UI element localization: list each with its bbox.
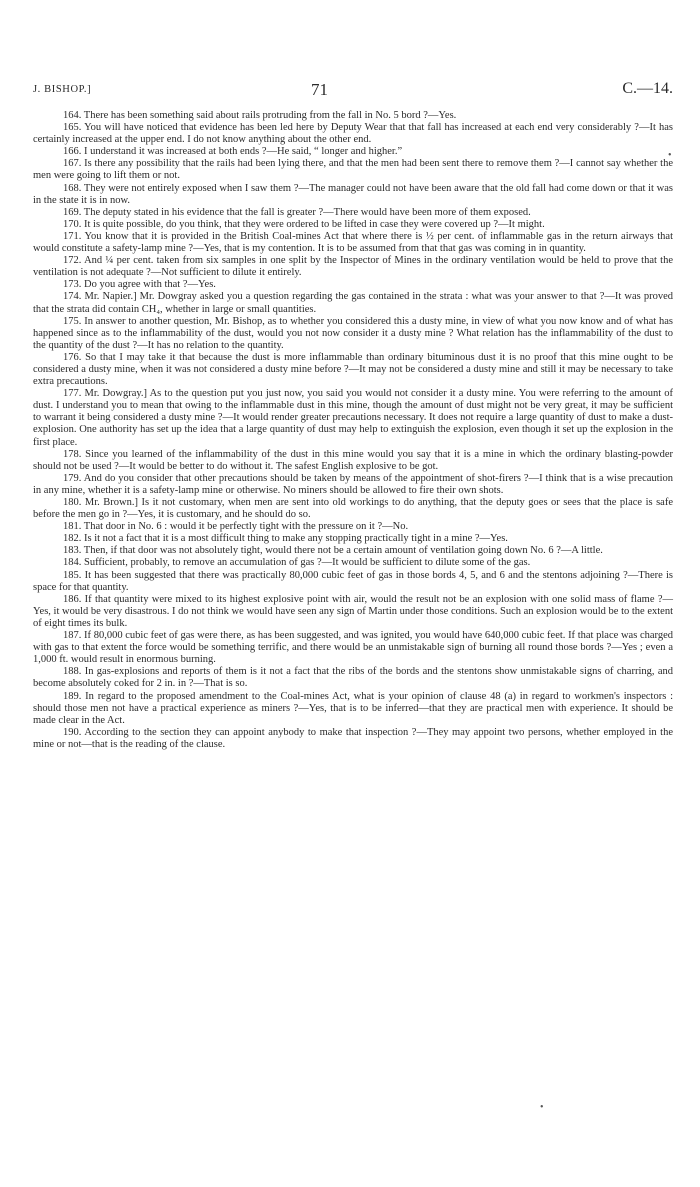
question-paragraph-184: 184. Sufficient, probably, to remove an accumulation of gas ?—It would be sufficient to dilute some of the gas.: [63, 557, 531, 569]
question-paragraph-188: 188. In gas-explosions and reports of them is it not a fact that the ribs of the bords and the stentons show unmistakable signs of charring, and become absolutely coked for 2 in. in ?—That is so.: [33, 666, 673, 690]
question-paragraph-187: 187. If 80,000 cubic feet of gas were there, as has been suggested, and was ignited, you would have 640,000 cubic feet. If that place was charged with gas to that extent the force would be something terrific, and there would be an unmistakable sign of burning all round those bords ?—Yes ; even a 1,000 ft. would result in enormous burning.: [33, 630, 673, 666]
question-paragraph-164: 164. There has been something said about rails protruding from the fall in No. 5 bord ?—Yes.: [63, 110, 457, 121]
question-paragraph-179: 179. And do you consider that other precautions should be taken by means of the appointment of shot-firers ?—I think that is a wise precaution in any mine, whether it is a safety-lamp mine or otherwise. No miners should be allowed to fire their own shots.: [33, 472, 673, 496]
testimony-body: [33, 110, 673, 751]
question-paragraph-167: 167. Is there any possibility that the rails had been lying there, and that the men had been sent there to remove them ?—I cannot say whether the men were going to lift them or not.: [33, 158, 673, 182]
question-paragraph-183: 183. Then, if that door was not absolutely tight, would there not be a certain amount of ventilation going down No. 6 ?—A little.: [63, 545, 603, 557]
question-paragraph-180: 180. Mr. Brown.] Is it not customary, when men are sent into old workings to do anything, that the deputy goes or sees that the place is safe before the men go in ?—Yes, it is customary, and he should do so.: [33, 497, 673, 521]
question-paragraph-165: 165. You will have noticed that evidence has been led here by Deputy Wear that that fall has increased at each end very considerably ?—It has certainly increased at the upper end. I do not know anything about the other end.: [33, 122, 673, 146]
question-paragraph-170: 170. It is quite possible, do you think, that they were ordered to be lifted in case they were covered up ?—It might.: [63, 218, 545, 230]
margin-mark: •: [668, 150, 672, 161]
question-paragraph-174: 174. Mr. Napier.] Mr. Dowgray asked you a question regarding the gas contained in the strata : what was your answer to that ?—It was proved that the strata did contain CH₄, whether in large or small quantities.: [33, 291, 673, 315]
question-paragraph-181: 181. That door in No. 6 : would it be perfectly tight with the pressure on it ?—No.: [63, 521, 409, 533]
witness-name: J. BISHOP.]: [33, 84, 92, 95]
question-paragraph-168: 168. They were not entirely exposed when I saw them ?—The manager could not have been aware that the old fall had come down or that it was in the state it is in now.: [33, 182, 673, 206]
question-paragraph-178: 178. Since you learned of the inflammability of the dust in this mine would you say that it is a mine in which the ordinary blasting-powder should not be used ?—It would be better to do without it. The safest English explosive to be got.: [33, 448, 673, 472]
question-paragraph-190: 190. According to the section they can appoint anybody to make that inspection ?—They may appoint two persons, whether employed in the mine or not—that is the reading of the clause.: [33, 726, 673, 750]
paper-reference: C.—14.: [622, 80, 673, 97]
question-paragraph-175: 175. In answer to another question, Mr. Bishop, as to whether you considered this a dusty mine, in view of what you now know and of what has happened since as to the inflammability of the dust, would you not now consider it a dusty mine ? What relation has the inflammability of the dust to the quantity of the dust ?—It has no relation to the quantity.: [33, 315, 673, 351]
page-number: 71: [311, 80, 328, 99]
margin-mark: •: [540, 1102, 544, 1113]
question-paragraph-177: 177. Mr. Dowgray.] As to the question put you just now, you said you would not consider it a dusty mine. You were referring to the amount of dust. I understand you to mean that owing to the inflammable dust in this mine, though the amount of dust might not be very great, it may be sufficient to warrant it being considered a dusty mine ?—It would render greater precautions necessary. It does not require a large quantity of dust to make a dust-explosion. One authority has set up the idea that a large quantity of dust may help to extinguish the explosion, even though it set up the explosion in the first place.: [33, 388, 673, 448]
question-paragraph-182: 182. Is it not a fact that it is a most difficult thing to make any stopping practically tight in a mine ?—Yes.: [63, 533, 508, 545]
page-header: [33, 80, 673, 104]
question-paragraph-176: 176. So that I may take it that because the dust is more inflammable than ordinary bituminous dust it is no proof that this mine ought to be considered a dusty mine, when it was not considered a dusty mine before ?—It may not be considered a dusty mine and still it may be necessary to take extra precautions.: [33, 351, 673, 388]
question-paragraph-189: 189. In regard to the proposed amendment to the Coal-mines Act, what is your opinion of clause 48 (a) in regard to workmen's inspectors : should those men not have a practical experience as miners ?—Yes, that is to be inferred—that they are practical men with experience. It should be made clear in the Act.: [33, 690, 673, 726]
question-paragraph-172: 172. And ¼ per cent. taken from six samples in one split by the Inspector of Mines in the ordinary ventilation would be held to prove that the ventilation is not adequate ?—Not sufficient to dilute it entirely.: [33, 255, 673, 279]
question-paragraph-171: 171. You know that it is provided in the British Coal-mines Act that where there is ½ per cent. of inflammable gas in the return airways that would constitute a safety-lamp mine ?—Yes, that is my contention. It is to be assumed from that that gas was coming in in quantity.: [33, 230, 673, 255]
question-paragraph-173: 173. Do you agree with that ?—Yes.: [63, 279, 216, 291]
question-paragraph-185: 185. It has been suggested that there was practically 80,000 cubic feet of gas in those bords 4, 5, and 6 and the stentons adjoining ?—There is space for that quantity.: [33, 569, 673, 593]
question-paragraph-186: 186. If that quantity were mixed to its highest explosive point with air, would the result not be an explosion with one solid mass of flame ?—Yes, it would be very disastrous. I do not think we would have seen any sign of Martin under those conditions. Such an explosion would be to the extent of eight times its bulk.: [33, 593, 673, 629]
question-paragraph-169: 169. The deputy stated in his evidence that the fall is greater ?—There would have been more of them exposed.: [63, 206, 531, 218]
question-paragraph-166: 166. I understand it was increased at both ends ?—He said, “ longer and higher.”: [63, 146, 403, 158]
